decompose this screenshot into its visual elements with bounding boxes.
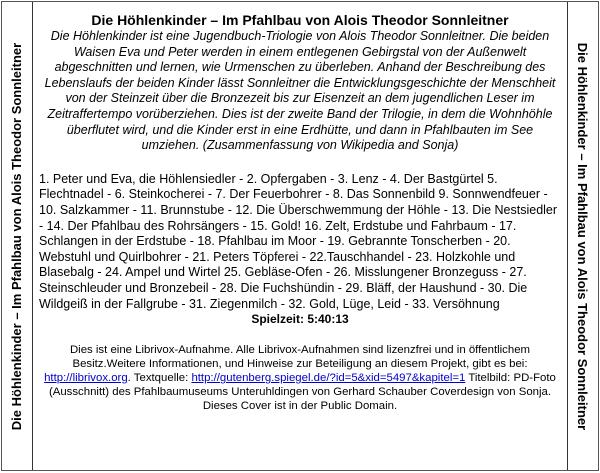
right-spine-title: Die Höhlenkinder – Im Pfahlbau von Alois Theodor Sonnleitner [575, 42, 591, 430]
chapter-list: 1. Peter und Eva, die Höhlensiedler - 2. Opfergaben - 3. Lenz - 4. Der Bastgürtel 5. Flechtnadel - 6. Steinkocherei - 7. Der Feuerbohrer - 8. Das Sonnenbild 9. Sonnwendfeuer - 10. Salzkammer - 11. Brunnstube - 12. Die Überschwemmung der Höhle - 13. Die Nestsiedler - 14. Der Pfahlbau des Rohrsängers - 15. Gold! 16. Zelt, Erdstube und Fahrbaum - 17. Schlangen in der Erdstube - 18. Pfahlbau im Moor - 19. Gebrannte Tonscherben - 20. Webstuhl und Quirlbohrer - 21. Peters Töpferei - 22.Tauschhandel - 23. Holzkohle und Blasebalg - 24. Ampel und Wirtel 25. Gebläse-Ofen - 26. Misslungener Bronzeguss - 27. Steinschleuder und Bronzebeil - 28. Die Fuchshündin - 29. Bläff, der Haushund - 30. Die Wildgeiß in der Fallgrube - 31. Ziegenmilch - 32. Gold, Lüge, Leid - 33. Versöhnung [39, 171, 558, 311]
footer-text-1: Dies ist eine Librivox-Aufnahme. Alle Librivox-Aufnahmen sind lizenzfrei und in öffentlichem Besitz.Weitere Informationen, und Hinweise zur Beteiligung an diesem Projekt, gibt es bei: [69, 344, 531, 371]
footer-text [37, 343, 563, 413]
footer-text-3: Titelbild: PD-Foto (Ausschnitt) des Pfahlbaumuseums Unteruhldingen von Gerhard Schauber Coverdesign von Sonja. Dieses Cover ist in der Public Domain. [48, 372, 556, 413]
summary-text: Die Höhlenkinder ist eine Jugendbuch-Triologie von Alois Theodor Sonnleitner. Die beiden Waisen Eva und Peter werden in einem entlegenen Gebirgstal von der Außenwelt abgeschnitten und lernen, wie Urmenschen zu überleben. Anhand der Beschreibung des Lebenslaufs der beiden Kinder lässt Sonnleitner die Entwicklungsgeschichte der Menschheit von der Steinzeit über die Bronzezeit bis zur Eisenzeit an dem jugendlichen Leser im Zeitraffertempo vorüberziehen. Dies ist der zweite Band der Trilogie, in dem die Wohnhöhle überflutet wird, und die Kinder erst in eine Erdhütte, und dann in Pfahlbauten im See umziehen. (Zusammenfassung von Wikipedia and Sonja) [44, 29, 556, 153]
runtime-label: Spielzeit: 5:40:13 [251, 312, 349, 327]
right-spine [567, 2, 598, 470]
left-spine-title: Die Höhlenkinder – Im Pfahlbau von Alois Theodor Sonnleitner [9, 42, 25, 430]
cd-insert [1, 1, 599, 471]
main-panel [33, 2, 567, 470]
left-spine [2, 2, 33, 470]
librivox-link[interactable]: http://librivox.org [44, 372, 128, 385]
footer-text-2: . Textquelle: [127, 372, 189, 385]
page-title: Die Höhlenkinder – Im Pfahlbau von Alois Theodor Sonnleitner [91, 12, 509, 28]
gutenberg-link[interactable]: http://gutenberg.spiegel.de/?id=5&xid=5497&kapitel=1 [191, 372, 466, 385]
